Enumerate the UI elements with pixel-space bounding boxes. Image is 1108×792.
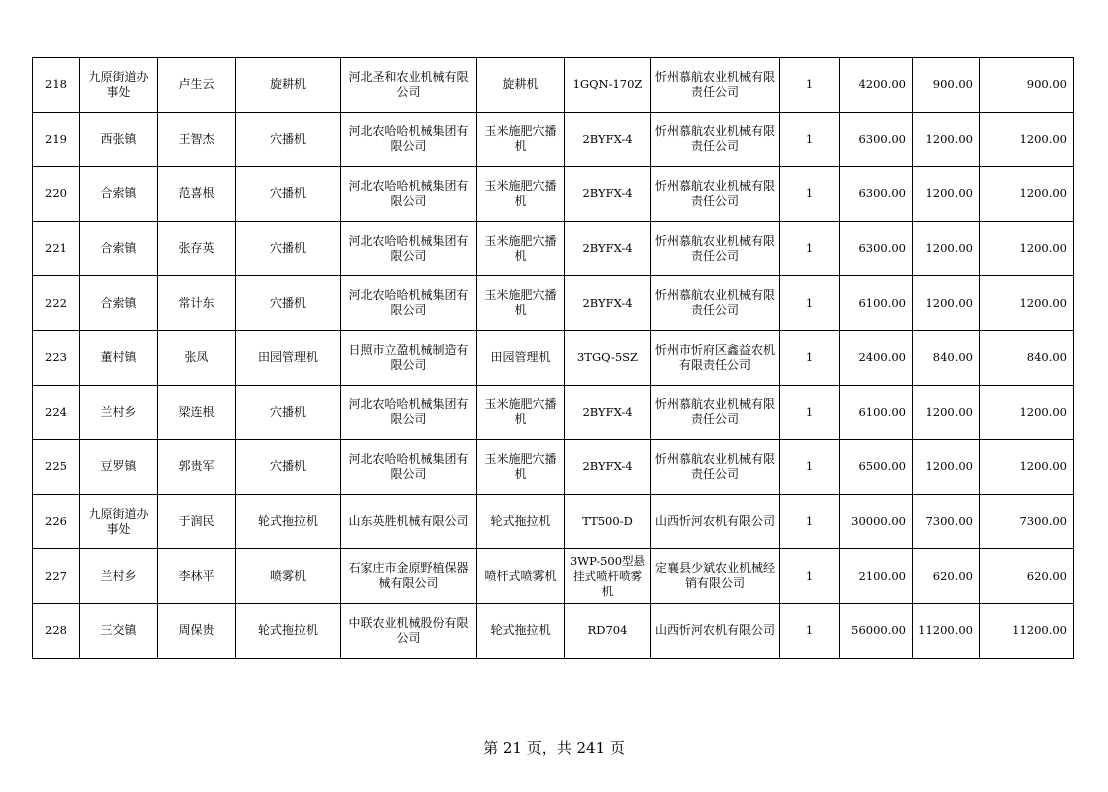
town-cell: 三交镇 xyxy=(80,603,158,658)
buyer-name-cell: 梁连根 xyxy=(158,385,236,440)
subsidy-cell: 1200.00 xyxy=(913,276,980,331)
total-subsidy-cell: 1200.00 xyxy=(980,440,1074,495)
table-row xyxy=(33,440,1074,495)
buyer-name-cell: 常计东 xyxy=(158,276,236,331)
dealer-cell: 忻州慕航农业机械有限责任公司 xyxy=(651,385,780,440)
subsidy-cell: 1200.00 xyxy=(913,440,980,495)
town-cell: 兰村乡 xyxy=(80,549,158,604)
machine-category-cell: 喷雾机 xyxy=(236,549,341,604)
dealer-cell: 山西忻河农机有限公司 xyxy=(651,494,780,549)
buyer-name-cell: 张存英 xyxy=(158,221,236,276)
machine-category-cell: 穴播机 xyxy=(236,112,341,167)
dealer-cell: 定襄县少斌农业机械经销有限公司 xyxy=(651,549,780,604)
product-name-cell: 旋耕机 xyxy=(477,58,565,113)
machine-category-cell: 穴播机 xyxy=(236,385,341,440)
price-cell: 2400.00 xyxy=(840,330,913,385)
price-cell: 56000.00 xyxy=(840,603,913,658)
price-cell: 6300.00 xyxy=(840,112,913,167)
buyer-name-cell: 张凤 xyxy=(158,330,236,385)
subsidy-cell: 7300.00 xyxy=(913,494,980,549)
price-cell: 6100.00 xyxy=(840,276,913,331)
model-cell: 2BYFX-4 xyxy=(565,167,651,222)
product-name-cell: 玉米施肥穴播机 xyxy=(477,440,565,495)
quantity-cell: 1 xyxy=(780,549,840,604)
row-number: 223 xyxy=(33,330,80,385)
subsidy-table xyxy=(32,57,1074,659)
manufacturer-cell: 河北农哈哈机械集团有限公司 xyxy=(341,112,477,167)
row-number: 227 xyxy=(33,549,80,604)
product-name-cell: 玉米施肥穴播机 xyxy=(477,167,565,222)
subsidy-cell: 1200.00 xyxy=(913,385,980,440)
price-cell: 4200.00 xyxy=(840,58,913,113)
model-cell: 1GQN-170Z xyxy=(565,58,651,113)
price-cell: 6500.00 xyxy=(840,440,913,495)
model-cell: TT500-D xyxy=(565,494,651,549)
price-cell: 6100.00 xyxy=(840,385,913,440)
page-footer: 第 21 页，共 241 页 xyxy=(483,739,625,757)
dealer-cell: 忻州慕航农业机械有限责任公司 xyxy=(651,58,780,113)
model-cell: 2BYFX-4 xyxy=(565,385,651,440)
price-cell: 2100.00 xyxy=(840,549,913,604)
product-name-cell: 轮式拖拉机 xyxy=(477,494,565,549)
buyer-name-cell: 王智杰 xyxy=(158,112,236,167)
machine-category-cell: 轮式拖拉机 xyxy=(236,494,341,549)
town-cell: 兰村乡 xyxy=(80,385,158,440)
product-name-cell: 玉米施肥穴播机 xyxy=(477,112,565,167)
product-name-cell: 田园管理机 xyxy=(477,330,565,385)
row-number: 224 xyxy=(33,385,80,440)
row-number: 220 xyxy=(33,167,80,222)
manufacturer-cell: 日照市立盈机械制造有限公司 xyxy=(341,330,477,385)
buyer-name-cell: 卢生云 xyxy=(158,58,236,113)
product-name-cell: 玉米施肥穴播机 xyxy=(477,221,565,276)
table-row xyxy=(33,221,1074,276)
row-number: 225 xyxy=(33,440,80,495)
machine-category-cell: 穴播机 xyxy=(236,167,341,222)
table-row xyxy=(33,330,1074,385)
quantity-cell: 1 xyxy=(780,385,840,440)
quantity-cell: 1 xyxy=(780,603,840,658)
subsidy-cell: 11200.00 xyxy=(913,603,980,658)
product-name-cell: 玉米施肥穴播机 xyxy=(477,385,565,440)
dealer-cell: 忻州市忻府区鑫益农机有限责任公司 xyxy=(651,330,780,385)
total-subsidy-cell: 840.00 xyxy=(980,330,1074,385)
table-row xyxy=(33,167,1074,222)
model-cell: RD704 xyxy=(565,603,651,658)
subsidy-cell: 1200.00 xyxy=(913,167,980,222)
subsidy-cell: 1200.00 xyxy=(913,221,980,276)
town-cell: 董村镇 xyxy=(80,330,158,385)
quantity-cell: 1 xyxy=(780,167,840,222)
dealer-cell: 忻州慕航农业机械有限责任公司 xyxy=(651,221,780,276)
quantity-cell: 1 xyxy=(780,276,840,331)
table-row xyxy=(33,58,1074,113)
dealer-cell: 山西忻河农机有限公司 xyxy=(651,603,780,658)
town-cell: 合索镇 xyxy=(80,167,158,222)
manufacturer-cell: 河北农哈哈机械集团有限公司 xyxy=(341,221,477,276)
machine-category-cell: 旋耕机 xyxy=(236,58,341,113)
quantity-cell: 1 xyxy=(780,330,840,385)
manufacturer-cell: 河北农哈哈机械集团有限公司 xyxy=(341,167,477,222)
town-cell: 合索镇 xyxy=(80,276,158,331)
model-cell: 3WP-500型悬挂式喷杆喷雾机 xyxy=(565,549,651,604)
total-subsidy-cell: 1200.00 xyxy=(980,167,1074,222)
subsidy-cell: 900.00 xyxy=(913,58,980,113)
price-cell: 6300.00 xyxy=(840,167,913,222)
row-number: 221 xyxy=(33,221,80,276)
subsidy-cell: 1200.00 xyxy=(913,112,980,167)
table-row xyxy=(33,385,1074,440)
price-cell: 30000.00 xyxy=(840,494,913,549)
price-cell: 6300.00 xyxy=(840,221,913,276)
buyer-name-cell: 范喜根 xyxy=(158,167,236,222)
product-name-cell: 喷杆式喷雾机 xyxy=(477,549,565,604)
subsidy-cell: 840.00 xyxy=(913,330,980,385)
model-cell: 2BYFX-4 xyxy=(565,440,651,495)
table-row xyxy=(33,494,1074,549)
manufacturer-cell: 河北农哈哈机械集团有限公司 xyxy=(341,276,477,331)
manufacturer-cell: 河北圣和农业机械有限公司 xyxy=(341,58,477,113)
quantity-cell: 1 xyxy=(780,58,840,113)
total-subsidy-cell: 620.00 xyxy=(980,549,1074,604)
manufacturer-cell: 石家庄市金原野植保器械有限公司 xyxy=(341,549,477,604)
row-number: 219 xyxy=(33,112,80,167)
manufacturer-cell: 河北农哈哈机械集团有限公司 xyxy=(341,440,477,495)
manufacturer-cell: 河北农哈哈机械集团有限公司 xyxy=(341,385,477,440)
town-cell: 九原街道办事处 xyxy=(80,494,158,549)
row-number: 218 xyxy=(33,58,80,113)
buyer-name-cell: 周保贵 xyxy=(158,603,236,658)
total-subsidy-cell: 1200.00 xyxy=(980,276,1074,331)
table-row xyxy=(33,112,1074,167)
town-cell: 西张镇 xyxy=(80,112,158,167)
town-cell: 合索镇 xyxy=(80,221,158,276)
dealer-cell: 忻州慕航农业机械有限责任公司 xyxy=(651,112,780,167)
table-row xyxy=(33,603,1074,658)
total-subsidy-cell: 1200.00 xyxy=(980,112,1074,167)
quantity-cell: 1 xyxy=(780,440,840,495)
machine-category-cell: 穴播机 xyxy=(236,440,341,495)
total-subsidy-cell: 900.00 xyxy=(980,58,1074,113)
quantity-cell: 1 xyxy=(780,221,840,276)
buyer-name-cell: 郭贵军 xyxy=(158,440,236,495)
machine-category-cell: 田园管理机 xyxy=(236,330,341,385)
table-row xyxy=(33,276,1074,331)
model-cell: 2BYFX-4 xyxy=(565,112,651,167)
town-cell: 九原街道办事处 xyxy=(80,58,158,113)
model-cell: 2BYFX-4 xyxy=(565,276,651,331)
dealer-cell: 忻州慕航农业机械有限责任公司 xyxy=(651,440,780,495)
machine-category-cell: 穴播机 xyxy=(236,276,341,331)
subsidy-cell: 620.00 xyxy=(913,549,980,604)
machine-category-cell: 轮式拖拉机 xyxy=(236,603,341,658)
quantity-cell: 1 xyxy=(780,112,840,167)
product-name-cell: 玉米施肥穴播机 xyxy=(477,276,565,331)
machine-category-cell: 穴播机 xyxy=(236,221,341,276)
model-cell: 3TGQ-5SZ xyxy=(565,330,651,385)
total-subsidy-cell: 7300.00 xyxy=(980,494,1074,549)
manufacturer-cell: 山东英胜机械有限公司 xyxy=(341,494,477,549)
total-subsidy-cell: 11200.00 xyxy=(980,603,1074,658)
product-name-cell: 轮式拖拉机 xyxy=(477,603,565,658)
town-cell: 豆罗镇 xyxy=(80,440,158,495)
row-number: 226 xyxy=(33,494,80,549)
buyer-name-cell: 于润民 xyxy=(158,494,236,549)
row-number: 222 xyxy=(33,276,80,331)
table-row xyxy=(33,549,1074,604)
dealer-cell: 忻州慕航农业机械有限责任公司 xyxy=(651,276,780,331)
total-subsidy-cell: 1200.00 xyxy=(980,221,1074,276)
total-subsidy-cell: 1200.00 xyxy=(980,385,1074,440)
model-cell: 2BYFX-4 xyxy=(565,221,651,276)
buyer-name-cell: 李林平 xyxy=(158,549,236,604)
manufacturer-cell: 中联农业机械股份有限公司 xyxy=(341,603,477,658)
row-number: 228 xyxy=(33,603,80,658)
dealer-cell: 忻州慕航农业机械有限责任公司 xyxy=(651,167,780,222)
quantity-cell: 1 xyxy=(780,494,840,549)
